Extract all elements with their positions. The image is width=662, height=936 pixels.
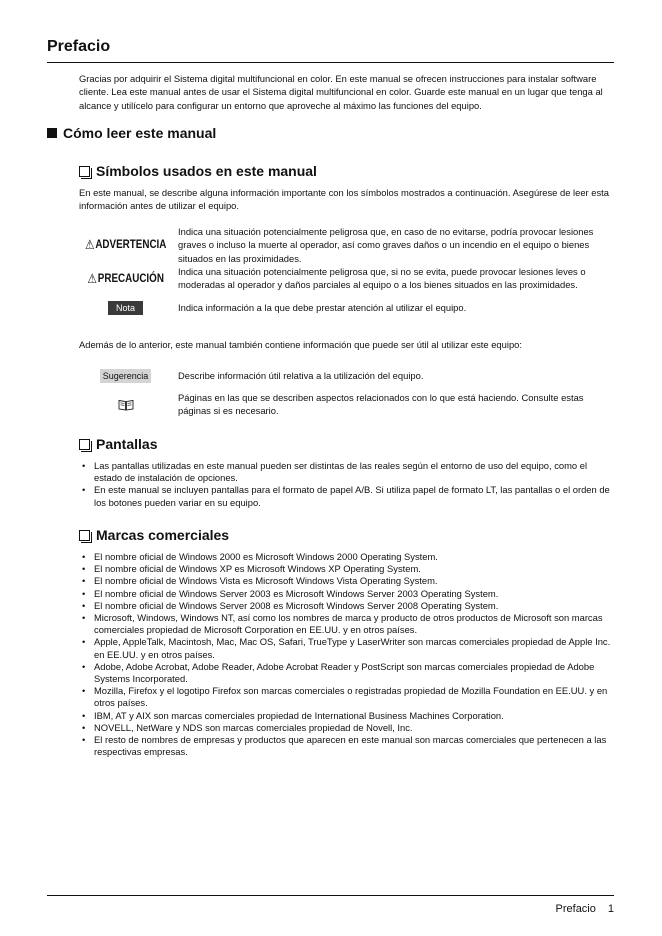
note-label <box>79 301 172 315</box>
list-item: • El nombre oficial de Windows Server 2008 es Microsoft Windows Server 2008 Operating System. <box>79 600 614 612</box>
checkbox-square-icon <box>79 166 90 177</box>
symbols-heading-text: Símbolos usados en este manual <box>96 163 317 179</box>
additional-info: Además de lo anterior, este manual también contiene información que puede ser útil al utilizar este equipo: <box>79 339 522 350</box>
list-item: • El resto de nombres de empresas y productos que aparecen en este manual son marcas comerciales que pertenecen a las respectivas empresas. <box>79 734 614 758</box>
list-item: • En este manual se incluyen pantallas para el formato de papel A/B. Si utiliza papel de formato LT, las pantallas o el orden de los botones pueden variar en su equipo. <box>79 484 614 508</box>
caution-label <box>79 265 172 293</box>
page-footer <box>556 903 614 915</box>
list-item: • NOVELL, NetWare y NDS son marcas comerciales propiedad de Novell, Inc. <box>79 722 614 734</box>
book-icon <box>118 399 134 411</box>
how-to-read-heading-text: Cómo leer este manual <box>63 125 217 141</box>
note-label-text: Nota <box>108 301 143 315</box>
trademarks-list <box>79 551 614 758</box>
tip-label-text: Sugerencia <box>100 369 152 383</box>
warning-label <box>79 225 172 265</box>
list-item: • Adobe, Adobe Acrobat, Adobe Reader, Adobe Acrobat Reader y PostScript son marcas comerciales propiedad de Adobe Systems Incorporated. <box>79 661 614 685</box>
warning-label-text: ADVERTENCIA <box>95 237 167 252</box>
screens-list <box>79 460 614 509</box>
list-item: • Las pantallas utilizadas en este manual pueden ser distintas de las reales según el entorno de uso del equipo, como el estado de instalación de opciones. <box>79 460 614 484</box>
trademarks-heading-text: Marcas comerciales <box>96 527 230 543</box>
symbol-row-caution <box>79 265 614 293</box>
symbol-row-reference <box>79 391 614 419</box>
caution-label-text: PRECAUCIÓN <box>97 271 164 286</box>
screens-heading-text: Pantallas <box>96 436 158 452</box>
note-description: Indica información a la que debe prestar atención al utilizar el equipo. <box>178 302 467 313</box>
list-item: • Microsoft, Windows, Windows NT, así como los nombres de marca y producto de otros productos de Microsoft son marcas comerciales propiedad de Microsoft Corporation en EE.UU. y en otros países. <box>79 612 614 636</box>
page-title: Prefacio <box>47 38 111 55</box>
list-item: • El nombre oficial de Windows XP es Microsoft Windows XP Operating System. <box>79 563 614 575</box>
list-item: • IBM, AT y AIX son marcas comerciales propiedad de International Business Machines Corporation. <box>79 710 614 722</box>
footer-divider <box>47 895 614 896</box>
screens-heading <box>79 436 157 452</box>
list-item: • El nombre oficial de Windows Vista es Microsoft Windows Vista Operating System. <box>79 575 614 587</box>
filled-square-icon <box>47 128 57 138</box>
warning-triangle-icon: ⚠ <box>84 237 95 253</box>
list-item: • Apple, AppleTalk, Macintosh, Mac, Mac OS, Safari, TrueType y LaserWriter son marcas comerciales propiedad de Apple Inc. en EE.UU. y en otros países. <box>79 636 614 660</box>
list-item: • El nombre oficial de Windows Server 2003 es Microsoft Windows Server 2003 Operating System. <box>79 588 614 600</box>
symbol-row-warning <box>79 225 614 265</box>
caution-description: Indica una situación potencialmente peligrosa que, si no se evita, puede provocar lesiones leves o moderadas al operador y daños parciales al equipo o a los bienes situados en las proximidades. <box>178 266 586 291</box>
reference-description: Páginas en las que se describen aspectos relacionados con lo que está haciendo. Consulte estas páginas si es necesario. <box>178 392 584 417</box>
tip-description: Describe información útil relativa a la utilización del equipo. <box>178 370 424 381</box>
reference-label <box>79 391 172 419</box>
symbols-intro: En este manual, se describe alguna información importante con los símbolos mostrados a continuación. Asegúrese de leer esta información antes de utilizar el equipo. <box>79 187 609 212</box>
page-number: 1 <box>607 903 614 915</box>
footer-section: Prefacio <box>555 903 596 915</box>
list-item: • Mozilla, Firefox y el logotipo Firefox son marcas comerciales o registradas propiedad de Mozilla Foundation en EE.UU. y en otros países. <box>79 685 614 709</box>
symbols-heading <box>79 163 317 179</box>
symbol-row-note <box>79 301 614 315</box>
title-divider <box>47 62 614 63</box>
intro-paragraph: Gracias por adquirir el Sistema digital multifuncional en color. En este manual se ofrecen instrucciones para instalar software cliente. Lea este manual antes de usar el Sistema digital multifuncional en color. Guarde este manual en un lugar que tenga al alcance y utilícelo para configurar un entorno que aproveche al máximo las funciones del equipo. <box>79 73 603 111</box>
warning-description: Indica una situación potencialmente peligrosa que, en caso de no evitarse, podría provocar lesiones graves o incluso la muerte al operador, así como graves daños o un incendio en el equipo o bienes situados en las proximidades. <box>178 226 594 264</box>
symbol-row-tip <box>79 369 614 383</box>
trademarks-heading <box>79 527 229 543</box>
how-to-read-heading <box>47 125 216 141</box>
tip-label <box>79 369 172 383</box>
checkbox-square-icon <box>79 439 90 450</box>
caution-triangle-icon: ⚠ <box>87 271 97 287</box>
checkbox-square-icon <box>79 530 90 541</box>
list-item: • El nombre oficial de Windows 2000 es Microsoft Windows 2000 Operating System. <box>79 551 614 563</box>
